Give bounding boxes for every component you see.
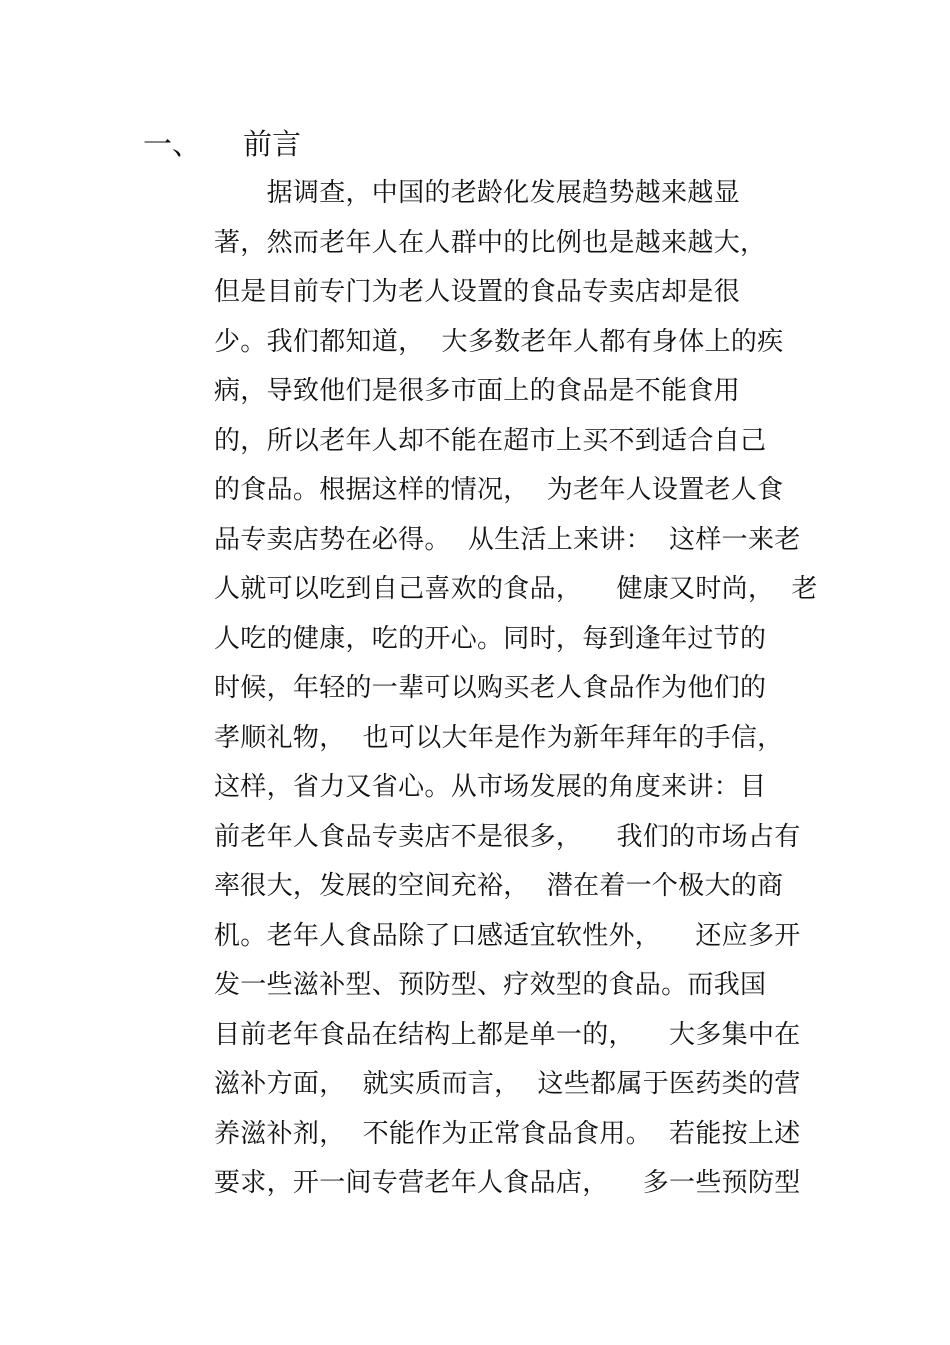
text-line: 要求，开一间专营老年人食品店， 多一些预防型 bbox=[214, 1168, 801, 1198]
text-line: 人就可以吃到自己喜欢的食品， 健康又时尚， 老 bbox=[214, 574, 818, 604]
text-line: 著，然而老年人在人群中的比例也是越来越大， bbox=[214, 227, 767, 258]
text-line: 品专卖店势在必得。 从生活上来讲： 这样一来老 bbox=[214, 524, 801, 555]
text-line: 滋补方面， 就实质而言， 这些都属于医药类的营 bbox=[214, 1069, 801, 1099]
text-line: 机。老年人食品除了口感适宜软性外， 还应多开 bbox=[214, 920, 801, 951]
section-number: 一、 bbox=[143, 127, 202, 161]
text-line: 孝顺礼物， 也可以大年是作为新年拜年的手信， bbox=[214, 722, 784, 753]
text-line: 人吃的健康，吃的开心。同时，每到逢年过节的 bbox=[214, 623, 767, 654]
paragraph-body bbox=[214, 169, 818, 1209]
text-line: 少。我们都知道， 大多数老年人都有身体上的疾 bbox=[214, 326, 784, 357]
text-line: 据调查，中国的老龄化发展趋势越来越显 bbox=[214, 178, 741, 208]
text-line: 病，导致他们是很多市面上的食品是不能食用 bbox=[214, 376, 741, 406]
text-line: 率很大，发展的空间充裕， 潜在着一个极大的商 bbox=[214, 871, 784, 901]
text-line: 前老年人食品专卖店不是很多， 我们的市场占有 bbox=[214, 821, 801, 852]
text-line: 的，所以老年人却不能在超市上买不到适合自己 bbox=[214, 425, 767, 456]
text-line: 这样，省力又省心。从市场发展的角度来讲：目 bbox=[214, 772, 767, 802]
text-line: 发一些滋补型、预防型、疗效型的食品。而我国 bbox=[214, 970, 767, 1000]
text-line: 的食品。根据这样的情况， 为老年人设置老人食 bbox=[214, 475, 784, 505]
text-line: 目前老年食品在结构上都是单一的， 大多集中在 bbox=[214, 1019, 801, 1050]
text-line: 养滋补剂， 不能作为正常食品食用。 若能按上述 bbox=[214, 1118, 801, 1149]
text-line: 时候，年轻的一辈可以购买老人食品作为他们的 bbox=[214, 673, 767, 703]
section-heading bbox=[143, 122, 301, 166]
text-line: 但是目前专门为老人设置的食品专卖店却是很 bbox=[214, 277, 741, 307]
section-title: 前言 bbox=[243, 127, 302, 161]
